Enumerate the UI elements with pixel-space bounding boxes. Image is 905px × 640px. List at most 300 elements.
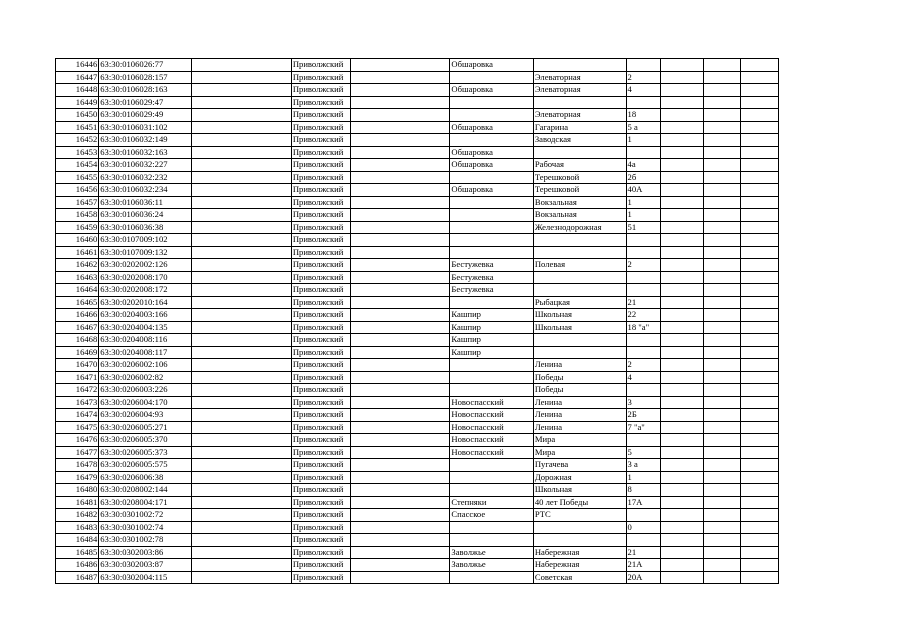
col-blank-3-cell — [660, 296, 703, 309]
col-blank-1-cell — [191, 421, 291, 434]
col-blank-3-cell — [660, 409, 703, 422]
house-number-cell — [626, 384, 660, 397]
col-blank-1-cell — [191, 434, 291, 447]
district-cell: Приволжский — [291, 559, 350, 572]
district-cell: Приволжский — [291, 284, 350, 297]
table-row — [56, 334, 779, 347]
col-blank-5-cell — [740, 296, 778, 309]
table-row — [56, 84, 779, 97]
table-row — [56, 134, 779, 147]
col-blank-2-cell — [350, 309, 450, 322]
col-blank-5-cell — [740, 409, 778, 422]
col-blank-5-cell — [740, 471, 778, 484]
house-number-cell: 2Б — [626, 409, 660, 422]
row-number-cell: 16478 — [56, 459, 99, 472]
col-blank-4-cell — [703, 121, 740, 134]
row-number-cell: 16458 — [56, 209, 99, 222]
table-row — [56, 459, 779, 472]
col-blank-3-cell — [660, 134, 703, 147]
cadastral-number-cell: 63:30:0106028:157 — [99, 71, 192, 84]
locality-cell: Новоспасский — [450, 396, 533, 409]
street-cell: Набережная — [533, 546, 626, 559]
col-blank-4-cell — [703, 359, 740, 372]
col-blank-2-cell — [350, 446, 450, 459]
col-blank-1-cell — [191, 234, 291, 247]
row-number-cell: 16484 — [56, 534, 99, 547]
district-cell: Приволжский — [291, 546, 350, 559]
street-cell — [533, 346, 626, 359]
row-number-cell: 16461 — [56, 246, 99, 259]
locality-cell: Обшаровка — [450, 159, 533, 172]
row-number-cell: 16482 — [56, 509, 99, 522]
registry-rows — [56, 59, 779, 584]
house-number-cell: 7 "а" — [626, 421, 660, 434]
house-number-cell: 1 — [626, 196, 660, 209]
street-cell — [533, 534, 626, 547]
house-number-cell: 18 — [626, 109, 660, 122]
col-blank-1-cell — [191, 271, 291, 284]
col-blank-4-cell — [703, 384, 740, 397]
row-number-cell: 16477 — [56, 446, 99, 459]
table-row — [56, 184, 779, 197]
col-blank-1-cell — [191, 296, 291, 309]
registry-table — [55, 58, 779, 584]
col-blank-1-cell — [191, 59, 291, 72]
house-number-cell: 40А — [626, 184, 660, 197]
row-number-cell: 16454 — [56, 159, 99, 172]
locality-cell — [450, 109, 533, 122]
table-row — [56, 259, 779, 272]
cadastral-number-cell: 63:30:0206003:226 — [99, 384, 192, 397]
row-number-cell: 16446 — [56, 59, 99, 72]
locality-cell: Заволжье — [450, 546, 533, 559]
district-cell: Приволжский — [291, 121, 350, 134]
row-number-cell: 16456 — [56, 184, 99, 197]
col-blank-2-cell — [350, 559, 450, 572]
col-blank-2-cell — [350, 509, 450, 522]
street-cell: Мира — [533, 446, 626, 459]
col-blank-4-cell — [703, 184, 740, 197]
col-blank-4-cell — [703, 496, 740, 509]
col-blank-4-cell — [703, 59, 740, 72]
district-cell: Приволжский — [291, 396, 350, 409]
locality-cell: Обшаровка — [450, 184, 533, 197]
locality-cell — [450, 521, 533, 534]
col-blank-3-cell — [660, 359, 703, 372]
row-number-cell: 16485 — [56, 546, 99, 559]
locality-cell — [450, 246, 533, 259]
row-number-cell: 16486 — [56, 559, 99, 572]
col-blank-4-cell — [703, 409, 740, 422]
col-blank-5-cell — [740, 84, 778, 97]
table-row — [56, 484, 779, 497]
house-number-cell — [626, 246, 660, 259]
col-blank-1-cell — [191, 484, 291, 497]
district-cell: Приволжский — [291, 359, 350, 372]
cadastral-number-cell: 63:30:0204008:117 — [99, 346, 192, 359]
locality-cell — [450, 484, 533, 497]
district-cell: Приволжский — [291, 409, 350, 422]
col-blank-4-cell — [703, 534, 740, 547]
district-cell: Приволжский — [291, 209, 350, 222]
cadastral-number-cell: 63:30:0208002:144 — [99, 484, 192, 497]
table-row — [56, 546, 779, 559]
locality-cell — [450, 571, 533, 584]
col-blank-3-cell — [660, 71, 703, 84]
row-number-cell: 16472 — [56, 384, 99, 397]
table-row — [56, 159, 779, 172]
col-blank-1-cell — [191, 509, 291, 522]
table-row — [56, 471, 779, 484]
table-row — [56, 196, 779, 209]
locality-cell: Заволжье — [450, 559, 533, 572]
col-blank-5-cell — [740, 246, 778, 259]
col-blank-3-cell — [660, 209, 703, 222]
col-blank-5-cell — [740, 546, 778, 559]
district-cell: Приволжский — [291, 184, 350, 197]
col-blank-5-cell — [740, 334, 778, 347]
row-number-cell: 16452 — [56, 134, 99, 147]
cadastral-number-cell: 63:30:0106028:163 — [99, 84, 192, 97]
district-cell: Приволжский — [291, 234, 350, 247]
col-blank-3-cell — [660, 171, 703, 184]
col-blank-3-cell — [660, 284, 703, 297]
house-number-cell — [626, 59, 660, 72]
col-blank-2-cell — [350, 171, 450, 184]
street-cell: Полевая — [533, 259, 626, 272]
col-blank-5-cell — [740, 71, 778, 84]
street-cell: 40 лет Победы — [533, 496, 626, 509]
cadastral-number-cell: 63:30:0106036:11 — [99, 196, 192, 209]
street-cell: Победы — [533, 384, 626, 397]
row-number-cell: 16455 — [56, 171, 99, 184]
street-cell — [533, 271, 626, 284]
locality-cell: Новоспасский — [450, 434, 533, 447]
col-blank-3-cell — [660, 146, 703, 159]
cadastral-number-cell: 63:30:0301002:78 — [99, 534, 192, 547]
house-number-cell — [626, 234, 660, 247]
col-blank-2-cell — [350, 321, 450, 334]
col-blank-5-cell — [740, 234, 778, 247]
district-cell: Приволжский — [291, 446, 350, 459]
locality-cell: Новоспасский — [450, 421, 533, 434]
district-cell: Приволжский — [291, 321, 350, 334]
col-blank-5-cell — [740, 209, 778, 222]
col-blank-5-cell — [740, 421, 778, 434]
street-cell: Вокзальная — [533, 196, 626, 209]
table-row — [56, 296, 779, 309]
locality-cell: Степняки — [450, 496, 533, 509]
district-cell: Приволжский — [291, 71, 350, 84]
col-blank-5-cell — [740, 484, 778, 497]
locality-cell — [450, 171, 533, 184]
street-cell: Школьная — [533, 484, 626, 497]
locality-cell: Новоспасский — [450, 446, 533, 459]
col-blank-1-cell — [191, 521, 291, 534]
cadastral-number-cell: 63:30:0202010:164 — [99, 296, 192, 309]
locality-cell — [450, 71, 533, 84]
street-cell — [533, 234, 626, 247]
col-blank-2-cell — [350, 209, 450, 222]
col-blank-2-cell — [350, 196, 450, 209]
district-cell: Приволжский — [291, 384, 350, 397]
col-blank-1-cell — [191, 571, 291, 584]
house-number-cell: 4а — [626, 159, 660, 172]
cadastral-number-cell: 63:30:0202002:126 — [99, 259, 192, 272]
house-number-cell — [626, 534, 660, 547]
locality-cell: Обшаровка — [450, 146, 533, 159]
district-cell: Приволжский — [291, 346, 350, 359]
table-row — [56, 71, 779, 84]
col-blank-2-cell — [350, 184, 450, 197]
cadastral-number-cell: 63:30:0206005:271 — [99, 421, 192, 434]
cadastral-number-cell: 63:30:0206002:82 — [99, 371, 192, 384]
cadastral-number-cell: 63:30:0106029:47 — [99, 96, 192, 109]
cadastral-number-cell: 63:30:0106032:227 — [99, 159, 192, 172]
col-blank-5-cell — [740, 446, 778, 459]
col-blank-4-cell — [703, 371, 740, 384]
col-blank-4-cell — [703, 96, 740, 109]
house-number-cell: 2 — [626, 71, 660, 84]
district-cell: Приволжский — [291, 309, 350, 322]
street-cell: Советская — [533, 571, 626, 584]
table-row — [56, 146, 779, 159]
col-blank-4-cell — [703, 109, 740, 122]
col-blank-4-cell — [703, 521, 740, 534]
house-number-cell — [626, 434, 660, 447]
street-cell: Рабочая — [533, 159, 626, 172]
district-cell: Приволжский — [291, 96, 350, 109]
district-cell: Приволжский — [291, 171, 350, 184]
col-blank-3-cell — [660, 396, 703, 409]
street-cell: Пугачева — [533, 459, 626, 472]
cadastral-number-cell: 63:30:0106032:234 — [99, 184, 192, 197]
col-blank-2-cell — [350, 71, 450, 84]
col-blank-5-cell — [740, 371, 778, 384]
col-blank-3-cell — [660, 334, 703, 347]
street-cell — [533, 334, 626, 347]
col-blank-5-cell — [740, 284, 778, 297]
col-blank-5-cell — [740, 59, 778, 72]
house-number-cell: 20А — [626, 571, 660, 584]
row-number-cell: 16469 — [56, 346, 99, 359]
col-blank-4-cell — [703, 559, 740, 572]
col-blank-4-cell — [703, 259, 740, 272]
street-cell — [533, 96, 626, 109]
col-blank-1-cell — [191, 159, 291, 172]
cadastral-number-cell: 63:30:0208004:171 — [99, 496, 192, 509]
table-row — [56, 421, 779, 434]
col-blank-3-cell — [660, 459, 703, 472]
street-cell: Ленина — [533, 421, 626, 434]
cadastral-number-cell: 63:30:0202008:172 — [99, 284, 192, 297]
row-number-cell: 16470 — [56, 359, 99, 372]
table-row — [56, 559, 779, 572]
col-blank-1-cell — [191, 496, 291, 509]
row-number-cell: 16462 — [56, 259, 99, 272]
locality-cell — [450, 221, 533, 234]
col-blank-2-cell — [350, 134, 450, 147]
col-blank-1-cell — [191, 559, 291, 572]
locality-cell: Кашпир — [450, 346, 533, 359]
cadastral-number-cell: 63:30:0301002:74 — [99, 521, 192, 534]
row-number-cell: 16467 — [56, 321, 99, 334]
cadastral-number-cell: 63:30:0202008:170 — [99, 271, 192, 284]
col-blank-3-cell — [660, 484, 703, 497]
locality-cell — [450, 371, 533, 384]
col-blank-1-cell — [191, 96, 291, 109]
house-number-cell — [626, 346, 660, 359]
row-number-cell: 16481 — [56, 496, 99, 509]
cadastral-number-cell: 63:30:0206005:370 — [99, 434, 192, 447]
locality-cell: Обшаровка — [450, 121, 533, 134]
col-blank-1-cell — [191, 321, 291, 334]
locality-cell — [450, 234, 533, 247]
house-number-cell — [626, 96, 660, 109]
house-number-cell: 4 — [626, 371, 660, 384]
table-row — [56, 509, 779, 522]
locality-cell — [450, 384, 533, 397]
col-blank-1-cell — [191, 171, 291, 184]
col-blank-2-cell — [350, 546, 450, 559]
col-blank-4-cell — [703, 284, 740, 297]
col-blank-1-cell — [191, 84, 291, 97]
col-blank-2-cell — [350, 84, 450, 97]
col-blank-5-cell — [740, 221, 778, 234]
street-cell: Терешковой — [533, 184, 626, 197]
house-number-cell: 17А — [626, 496, 660, 509]
col-blank-5-cell — [740, 396, 778, 409]
locality-cell — [450, 134, 533, 147]
house-number-cell: 3 а — [626, 459, 660, 472]
col-blank-2-cell — [350, 384, 450, 397]
cadastral-number-cell: 63:30:0206002:106 — [99, 359, 192, 372]
col-blank-2-cell — [350, 471, 450, 484]
district-cell: Приволжский — [291, 59, 350, 72]
row-number-cell: 16453 — [56, 146, 99, 159]
col-blank-4-cell — [703, 459, 740, 472]
house-number-cell — [626, 146, 660, 159]
col-blank-2-cell — [350, 121, 450, 134]
cadastral-number-cell: 63:30:0106032:149 — [99, 134, 192, 147]
row-number-cell: 16466 — [56, 309, 99, 322]
col-blank-5-cell — [740, 259, 778, 272]
col-blank-4-cell — [703, 196, 740, 209]
table-row — [56, 496, 779, 509]
col-blank-2-cell — [350, 484, 450, 497]
col-blank-5-cell — [740, 571, 778, 584]
row-number-cell: 16483 — [56, 521, 99, 534]
cadastral-number-cell: 63:30:0204004:135 — [99, 321, 192, 334]
col-blank-1-cell — [191, 384, 291, 397]
col-blank-1-cell — [191, 209, 291, 222]
district-cell: Приволжский — [291, 146, 350, 159]
col-blank-4-cell — [703, 421, 740, 434]
house-number-cell: 8 — [626, 484, 660, 497]
table-row — [56, 171, 779, 184]
street-cell: Терешковой — [533, 171, 626, 184]
col-blank-2-cell — [350, 346, 450, 359]
locality-cell: Кашпир — [450, 309, 533, 322]
locality-cell — [450, 196, 533, 209]
house-number-cell: 1 — [626, 209, 660, 222]
house-number-cell — [626, 271, 660, 284]
col-blank-5-cell — [740, 134, 778, 147]
district-cell: Приволжский — [291, 196, 350, 209]
col-blank-3-cell — [660, 521, 703, 534]
col-blank-4-cell — [703, 134, 740, 147]
col-blank-2-cell — [350, 334, 450, 347]
row-number-cell: 16457 — [56, 196, 99, 209]
district-cell: Приволжский — [291, 371, 350, 384]
row-number-cell: 16450 — [56, 109, 99, 122]
table-row — [56, 446, 779, 459]
col-blank-2-cell — [350, 221, 450, 234]
row-number-cell: 16460 — [56, 234, 99, 247]
cadastral-number-cell: 63:30:0302003:86 — [99, 546, 192, 559]
street-cell: Элеваторная — [533, 109, 626, 122]
col-blank-5-cell — [740, 321, 778, 334]
row-number-cell: 16487 — [56, 571, 99, 584]
street-cell: Победы — [533, 371, 626, 384]
col-blank-4-cell — [703, 146, 740, 159]
district-cell: Приволжский — [291, 296, 350, 309]
house-number-cell: 5 — [626, 446, 660, 459]
cadastral-number-cell: 63:30:0206006:38 — [99, 471, 192, 484]
district-cell: Приволжский — [291, 259, 350, 272]
house-number-cell: 0 — [626, 521, 660, 534]
col-blank-2-cell — [350, 534, 450, 547]
table-row — [56, 371, 779, 384]
house-number-cell: 4 — [626, 84, 660, 97]
row-number-cell: 16463 — [56, 271, 99, 284]
locality-cell — [450, 534, 533, 547]
col-blank-3-cell — [660, 446, 703, 459]
house-number-cell — [626, 284, 660, 297]
col-blank-4-cell — [703, 546, 740, 559]
col-blank-4-cell — [703, 346, 740, 359]
table-row — [56, 309, 779, 322]
house-number-cell: 2 — [626, 259, 660, 272]
col-blank-5-cell — [740, 121, 778, 134]
street-cell: Гагарина — [533, 121, 626, 134]
district-cell: Приволжский — [291, 521, 350, 534]
col-blank-1-cell — [191, 371, 291, 384]
cadastral-number-cell: 63:30:0302003:87 — [99, 559, 192, 572]
table-row — [56, 409, 779, 422]
street-cell — [533, 146, 626, 159]
col-blank-4-cell — [703, 509, 740, 522]
street-cell: Ленина — [533, 409, 626, 422]
col-blank-3-cell — [660, 421, 703, 434]
locality-cell — [450, 96, 533, 109]
col-blank-2-cell — [350, 296, 450, 309]
col-blank-4-cell — [703, 571, 740, 584]
col-blank-3-cell — [660, 271, 703, 284]
street-cell: Элеваторная — [533, 71, 626, 84]
col-blank-4-cell — [703, 159, 740, 172]
cadastral-number-cell: 63:30:0106032:232 — [99, 171, 192, 184]
row-number-cell: 16476 — [56, 434, 99, 447]
district-cell: Приволжский — [291, 496, 350, 509]
cadastral-number-cell: 63:30:0206005:575 — [99, 459, 192, 472]
district-cell: Приволжский — [291, 571, 350, 584]
cadastral-number-cell: 63:30:0206004:93 — [99, 409, 192, 422]
col-blank-3-cell — [660, 346, 703, 359]
locality-cell: Бестужевка — [450, 271, 533, 284]
col-blank-3-cell — [660, 546, 703, 559]
table-row — [56, 534, 779, 547]
